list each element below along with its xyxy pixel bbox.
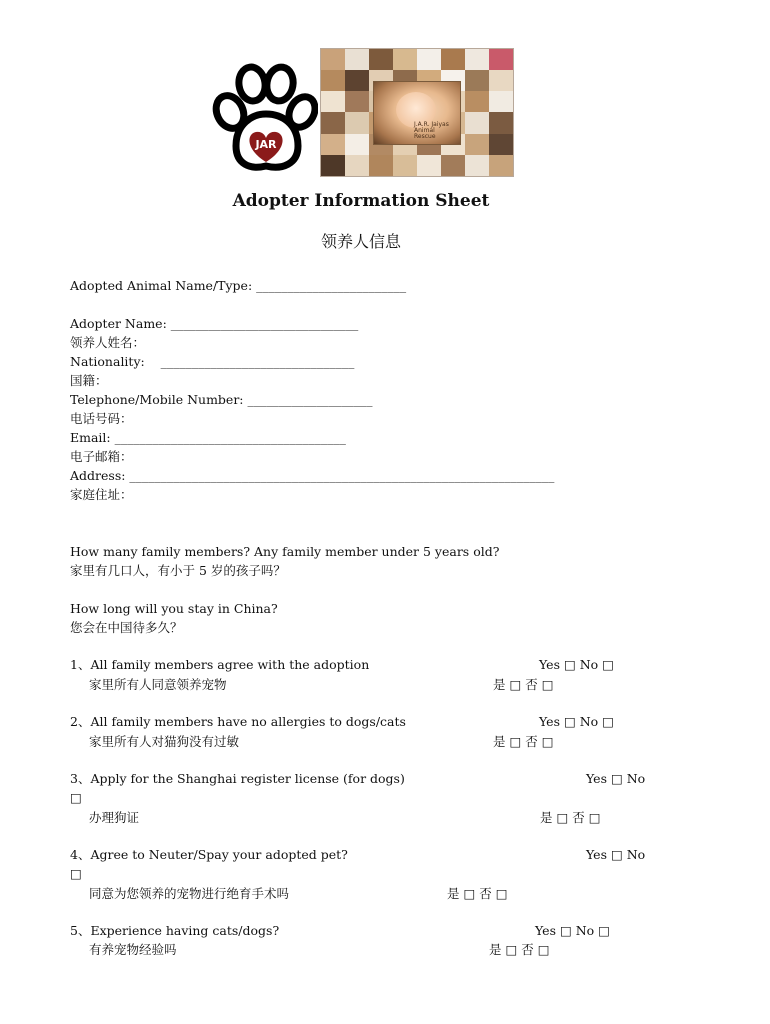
collage-caption: J.A.R. Jaiyas Animal Rescue xyxy=(414,121,449,140)
field-telephone-cn: 电话号码： xyxy=(70,411,133,426)
item-2-text-cn: 家里所有人对猫狗没有过敏 xyxy=(89,734,240,749)
item-1-text: 1、All family members agree with the adoption xyxy=(70,657,370,672)
question-stay-china-cn: 您会在中国待多久？ xyxy=(70,620,183,635)
item-3-yes-no-wrap[interactable]: □ xyxy=(70,790,82,805)
collage-center-photo xyxy=(373,81,461,145)
field-adopter-name: Adopter Name: ______________________________ xyxy=(70,316,359,331)
field-address-cn: 家庭住址： xyxy=(70,487,133,502)
item-5-text: 5、Experience having cats/dogs? xyxy=(70,923,280,938)
item-4-yes-no-cn[interactable]: 是 □ 否 □ xyxy=(447,886,508,901)
item-5-yes-no[interactable]: Yes □ No □ xyxy=(535,923,610,938)
field-email-cn: 电子邮箱： xyxy=(70,449,133,464)
field-email: Email: _____________________________________ xyxy=(70,430,346,445)
item-2-yes-no-cn[interactable]: 是 □ 否 □ xyxy=(493,734,554,749)
animal-photo-collage xyxy=(320,48,514,177)
field-nationality: Nationality: _______________________________ xyxy=(70,354,355,369)
question-stay-china: How long will you stay in China? xyxy=(70,601,278,616)
field-telephone: Telephone/Mobile Number: ____________________ xyxy=(70,392,373,407)
paw-logo-icon xyxy=(210,62,318,174)
item-4-yes-no-wrap[interactable]: □ xyxy=(70,866,82,881)
document-subtitle: 领养人信息 xyxy=(320,232,401,251)
field-address: Address: ____________________________________________________________________ xyxy=(70,468,555,483)
item-3-yes-no-cn[interactable]: 是 □ 否 □ xyxy=(540,810,601,825)
question-family-members-cn: 家里有几口人，有小于 5 岁的孩子吗？ xyxy=(70,563,286,578)
field-adopter-name-cn: 领养人姓名： xyxy=(70,335,146,350)
field-animal-name: Adopted Animal Name/Type: ________________________ xyxy=(70,278,407,293)
item-1-text-cn: 家里所有人同意领养宠物 xyxy=(89,677,227,692)
document-title: Adopter Information Sheet xyxy=(232,191,490,211)
item-3-yes-no[interactable]: Yes □ No xyxy=(586,771,646,786)
question-family-members: How many family members? Any family member under 5 years old? xyxy=(70,544,500,559)
item-1-yes-no[interactable]: Yes □ No □ xyxy=(539,657,614,672)
field-nationality-cn: 国籍： xyxy=(70,373,108,388)
item-3-text: 3、Apply for the Shanghai register license (for dogs) xyxy=(70,771,405,786)
item-4-yes-no[interactable]: Yes □ No xyxy=(586,847,646,862)
item-4-text-cn: 同意为您领养的宠物进行绝育手术吗 xyxy=(89,886,290,901)
item-2-text: 2、All family members have no allergies to dogs/cats xyxy=(70,714,406,729)
item-2-yes-no[interactable]: Yes □ No □ xyxy=(539,714,614,729)
item-1-yes-no-cn[interactable]: 是 □ 否 □ xyxy=(493,677,554,692)
item-5-yes-no-cn[interactable]: 是 □ 否 □ xyxy=(489,942,550,957)
item-5-text-cn: 有养宠物经验吗 xyxy=(89,942,177,957)
item-4-text: 4、Agree to Neuter/Spay your adopted pet? xyxy=(70,847,348,862)
logo-letters: JAR xyxy=(255,138,277,151)
item-3-text-cn: 办理狗证 xyxy=(89,810,140,825)
